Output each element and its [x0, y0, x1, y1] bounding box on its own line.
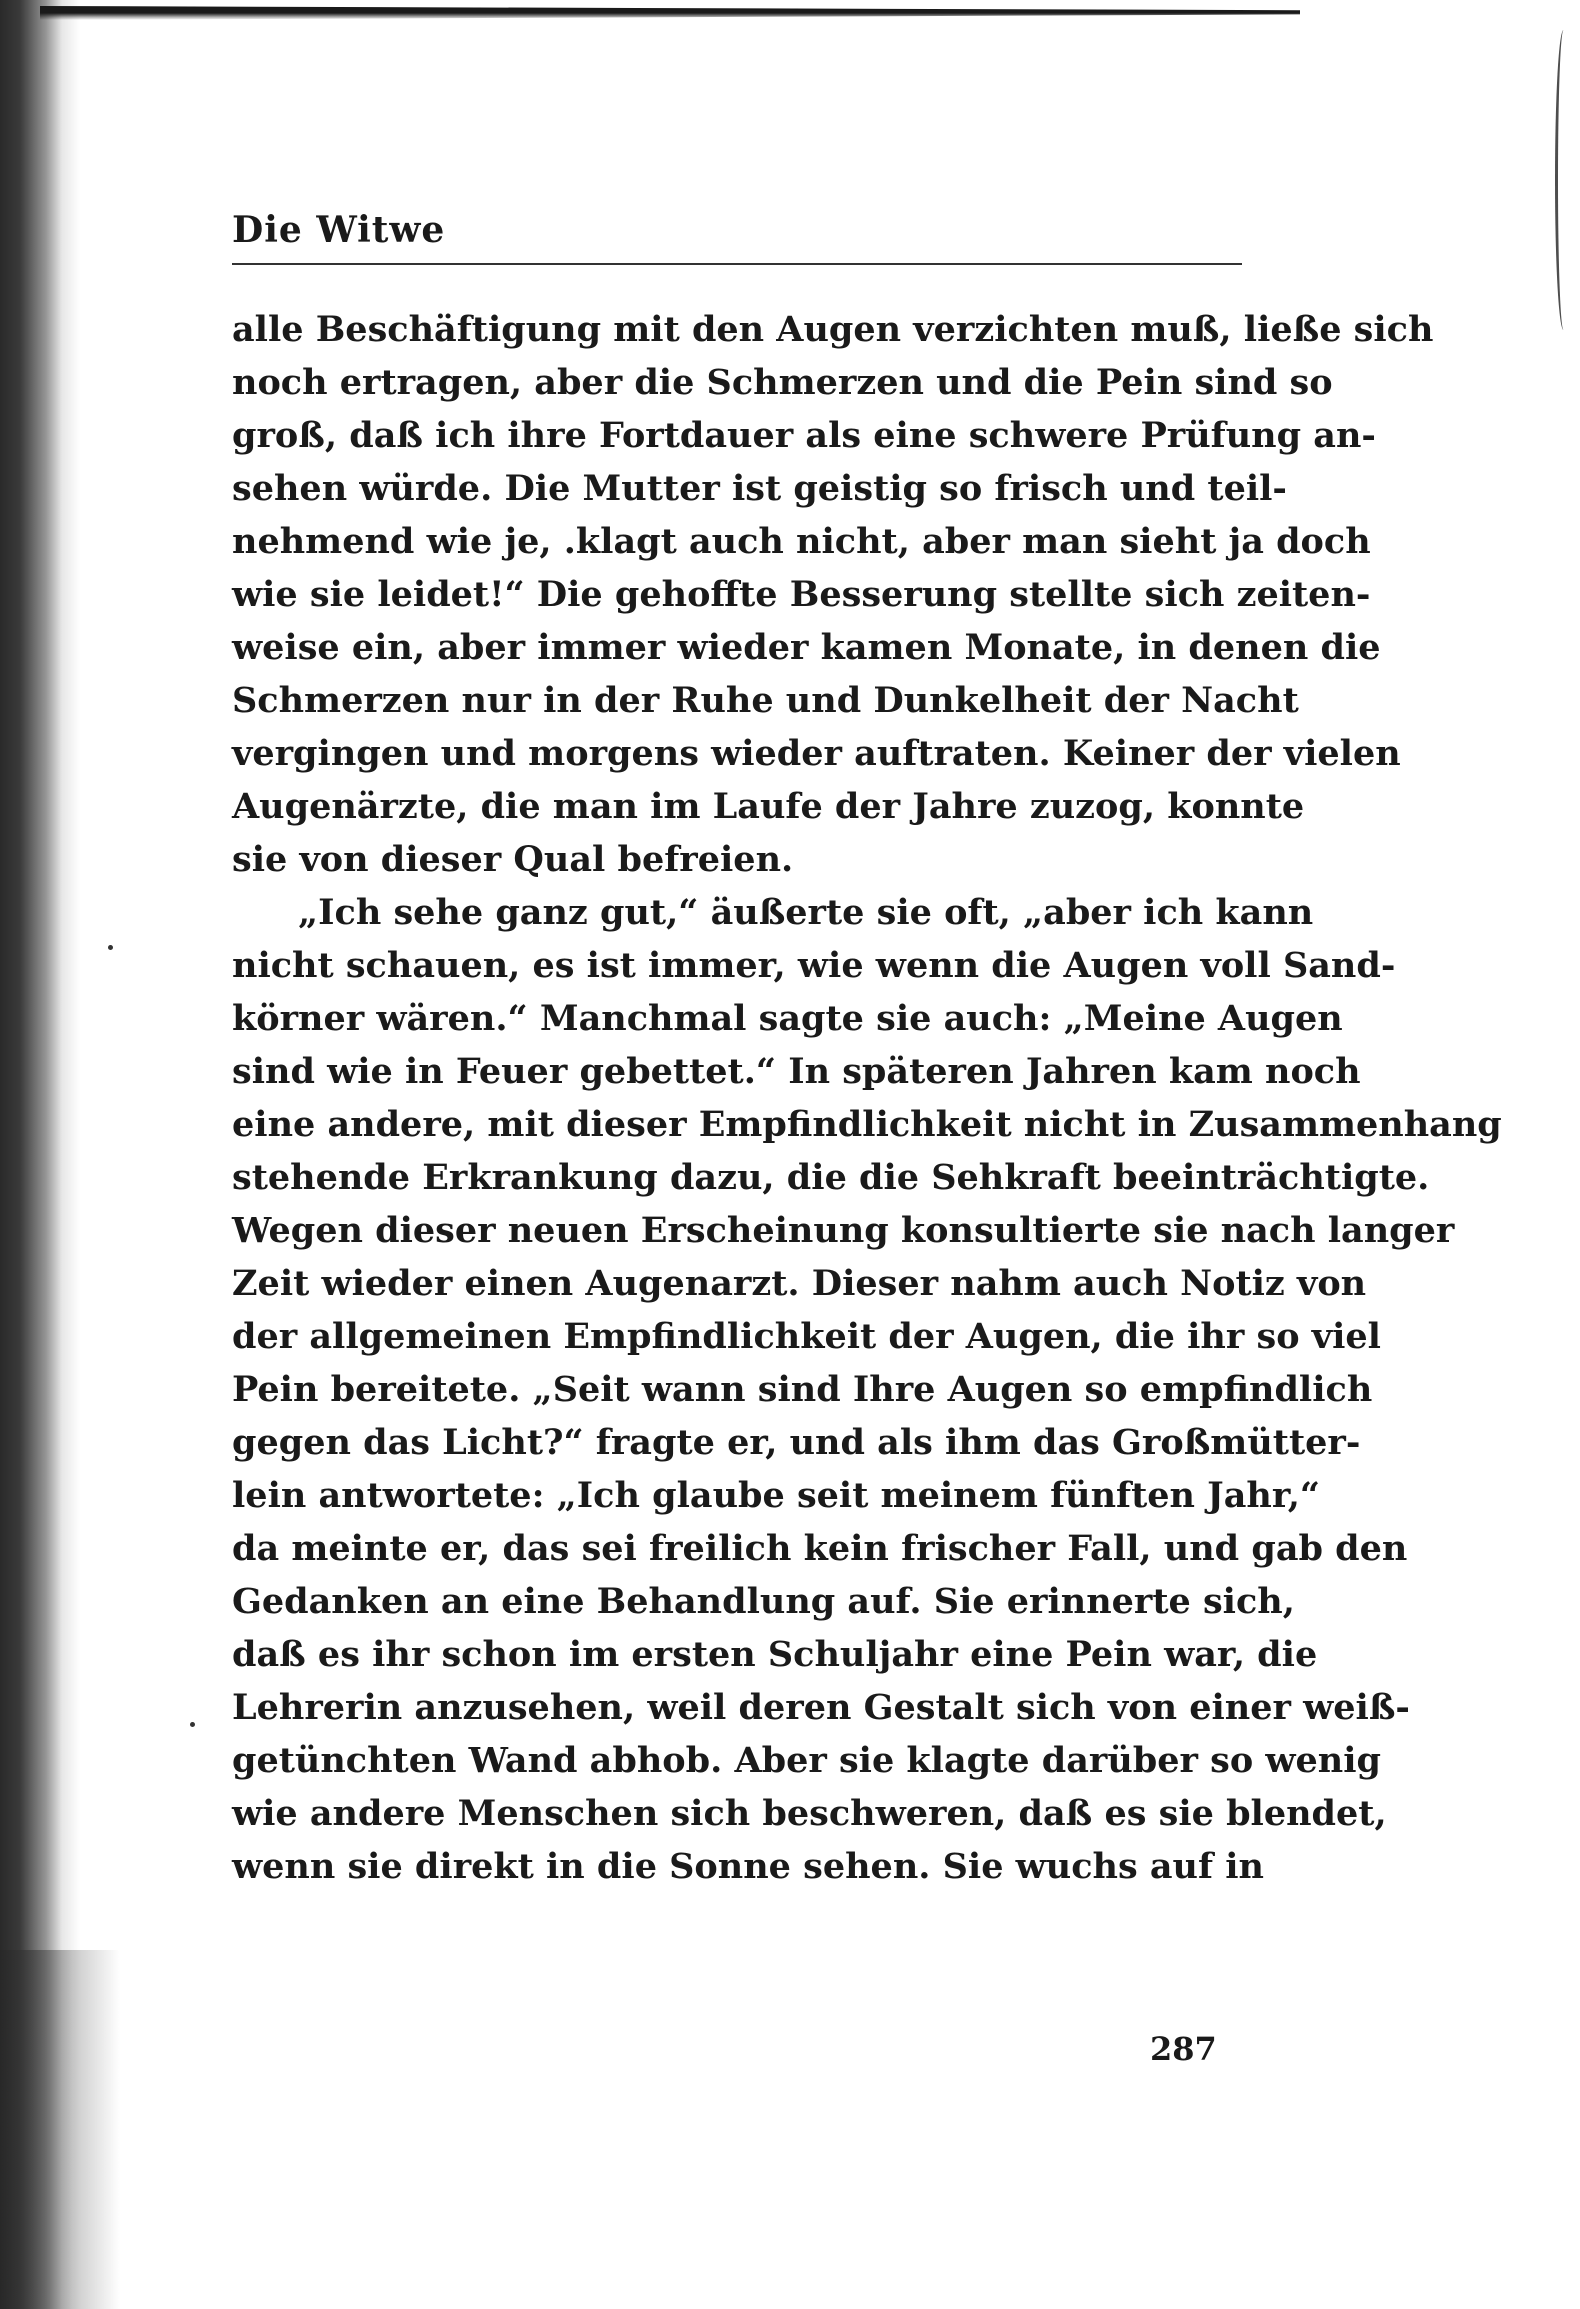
text-line: nehmend wie je, .klagt auch nicht, aber man sieht ja doch — [232, 521, 1371, 562]
page-number: 287 — [1150, 2030, 1217, 2068]
text-line: Pein bereitete. „Seit wann sind Ihre Augen so empfindlich — [232, 1369, 1373, 1410]
text-line: wie andere Menschen sich beschweren, daß es sie blendet, — [232, 1793, 1387, 1834]
book-page — [232, 205, 1502, 1887]
text-line: sehen würde. Die Mutter ist geistig so frisch und teil- — [232, 468, 1287, 509]
text-line: Augenärzte, die man im Laufe der Jahre zuzog, konnte — [232, 786, 1305, 827]
text-line: körner wären.“ Manchmal sagte sie auch: „Meine Augen — [232, 998, 1343, 1039]
body-text — [232, 303, 1502, 1893]
text-line: da meinte er, das sei freilich kein frischer Fall, und gab den — [232, 1528, 1408, 1569]
text-line: groß, daß ich ihre Fortdauer als eine schwere Prüfung an- — [232, 415, 1376, 456]
text-line: eine andere, mit dieser Empfindlichkeit nicht in Zusammenhang — [232, 1104, 1502, 1145]
text-line: der allgemeinen Empfindlichkeit der Augen, die ihr so viel — [232, 1316, 1381, 1357]
header-rule — [232, 263, 1242, 265]
speck — [190, 1722, 195, 1727]
text-line: Wegen dieser neuen Erscheinung konsultierte sie nach langer — [232, 1210, 1455, 1251]
text-line: noch ertragen, aber die Schmerzen und die Pein sind so — [232, 362, 1333, 403]
text-line: sie von dieser Qual befreien. — [232, 839, 794, 880]
text-line: wenn sie direkt in die Sonne sehen. Sie wuchs auf in — [232, 1846, 1264, 1887]
text-line: sind wie in Feuer gebettet.“ In späteren Jahren kam noch — [232, 1051, 1361, 1092]
text-line: Gedanken an eine Behandlung auf. Sie erinnerte sich, — [232, 1581, 1295, 1622]
speck — [108, 945, 113, 950]
scan-shadow — [0, 1950, 120, 2309]
scan-right-marks — [1555, 30, 1572, 330]
text-line: stehende Erkrankung dazu, die die Sehkraft beeinträchtigte. — [232, 1157, 1430, 1198]
text-line: daß es ihr schon im ersten Schuljahr eine Pein war, die — [232, 1634, 1318, 1675]
text-line: nicht schauen, es ist immer, wie wenn die Augen voll Sand- — [232, 945, 1396, 986]
text-line: Lehrerin anzusehen, weil deren Gestalt sich von einer weiß- — [232, 1687, 1410, 1728]
running-head: Die Witwe — [232, 209, 446, 251]
text-line: Zeit wieder einen Augenarzt. Dieser nahm auch Notiz von — [232, 1263, 1367, 1304]
text-line: alle Beschäftigung mit den Augen verzichten muß, ließe sich — [232, 309, 1434, 350]
scan-top-edge — [40, 6, 1300, 20]
text-line: gegen das Licht?“ fragte er, und als ihm das Großmütter- — [232, 1422, 1361, 1463]
text-line: lein antwortete: „Ich glaube seit meinem fünften Jahr,“ — [232, 1475, 1321, 1516]
text-line: „Ich sehe ganz gut,“ äußerte sie oft, „aber ich kann — [298, 892, 1314, 933]
text-line: vergingen und morgens wieder auftraten. Keiner der vielen — [232, 733, 1401, 774]
text-line: getünchten Wand abhob. Aber sie klagte darüber so wenig — [232, 1740, 1382, 1781]
text-line: Schmerzen nur in der Ruhe und Dunkelheit der Nacht — [232, 680, 1299, 721]
text-line: wie sie leidet!“ Die gehoffte Besserung stellte sich zeiten- — [232, 574, 1371, 615]
text-line: weise ein, aber immer wieder kamen Monate, in denen die — [232, 627, 1381, 668]
